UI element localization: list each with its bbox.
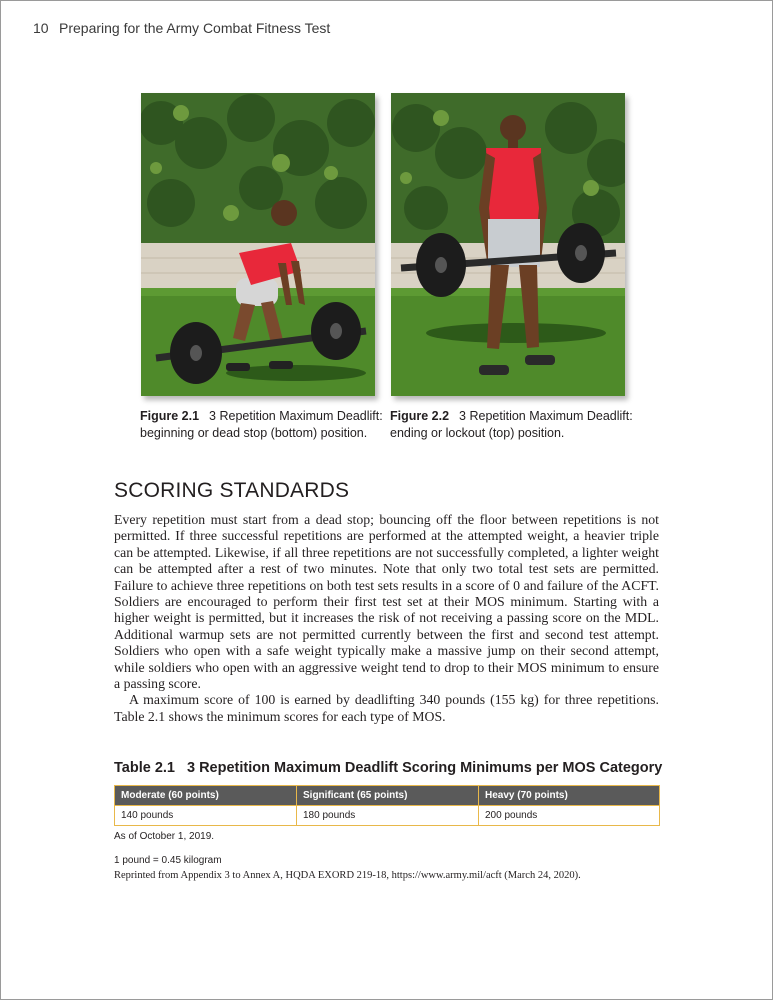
running-head-title: Preparing for the Army Combat Fitness Test	[59, 20, 331, 36]
figure-number: Figure 2.2	[390, 409, 450, 423]
table-row	[115, 806, 660, 826]
paragraph: A maximum score of 100 is earned by deadlifting 340 pounds (155 kg) for three repetitions. Table 2.1 shows the minimum scores for each type of MOS.	[114, 692, 659, 724]
column-header: Heavy (70 points)	[479, 786, 660, 806]
table-note: As of October 1, 2019.	[114, 831, 215, 842]
table-note: 1 pound = 0.45 kilogram	[114, 855, 222, 866]
section-heading: SCORING STANDARDS	[114, 479, 350, 502]
figure-number: Figure 2.1	[140, 409, 200, 423]
table-cell: 140 pounds	[115, 806, 297, 826]
figure-2-2-photo	[391, 93, 625, 396]
page-number: 10	[33, 20, 49, 36]
deadlift-lockout-illustration	[391, 93, 625, 396]
scoring-table	[114, 785, 660, 826]
table-cell: 200 pounds	[479, 806, 660, 826]
figure-caption-text: 3 Repetition Maximum Deadlift: ending or lockout (top) position.	[390, 409, 633, 440]
table-cell: 180 pounds	[297, 806, 479, 826]
figure-2-1-photo	[141, 93, 375, 396]
figure-caption-text: 3 Repetition Maximum Deadlift: beginning or dead stop (bottom) position.	[140, 409, 383, 440]
deadlift-bottom-illustration	[141, 93, 375, 396]
body-text	[114, 512, 659, 725]
column-header: Moderate (60 points)	[115, 786, 297, 806]
paragraph: Every repetition must start from a dead stop; bouncing off the floor between repetitions is not permitted. If three successful repetitions are performed at the attempted weight, a heavier triple can be attempted. Likewise, if all three repetitions are not successfully completed, a lighter weight can be attempted after a rest of two minutes. Note that only two total test sets are permitted. Failure to achieve three repetitions on both test sets results in a score of 0 and failure of the ACFT. Soldiers are encouraged to perform their first test set at their MOS minimum. Starting with a higher weight is permitted, but it increases the risk of not receiving a passing score on the MDL. Additional warmup sets are not permitted currently between the first and second test attempt. Soldiers who open with a safe weight typically make a massive jump on their second attempt, while soldiers who open with an aggressive weight tend to drop to their MOS minimum to ensure a passing score.	[114, 512, 659, 692]
table-title	[114, 760, 662, 776]
table-source: Reprinted from Appendix 3 to Annex A, HQDA EXORD 219-18, https://www.army.mil/acft (March 24, 2020).	[114, 870, 581, 881]
table-title-text: 3 Repetition Maximum Deadlift Scoring Minimums per MOS Category	[186, 760, 663, 776]
table-number: Table 2.1	[114, 760, 175, 776]
figure-2-1-caption	[140, 408, 390, 442]
running-head	[33, 20, 330, 36]
table-header-row	[115, 786, 660, 806]
column-header: Significant (65 points)	[297, 786, 479, 806]
figure-2-2-caption	[390, 408, 640, 442]
